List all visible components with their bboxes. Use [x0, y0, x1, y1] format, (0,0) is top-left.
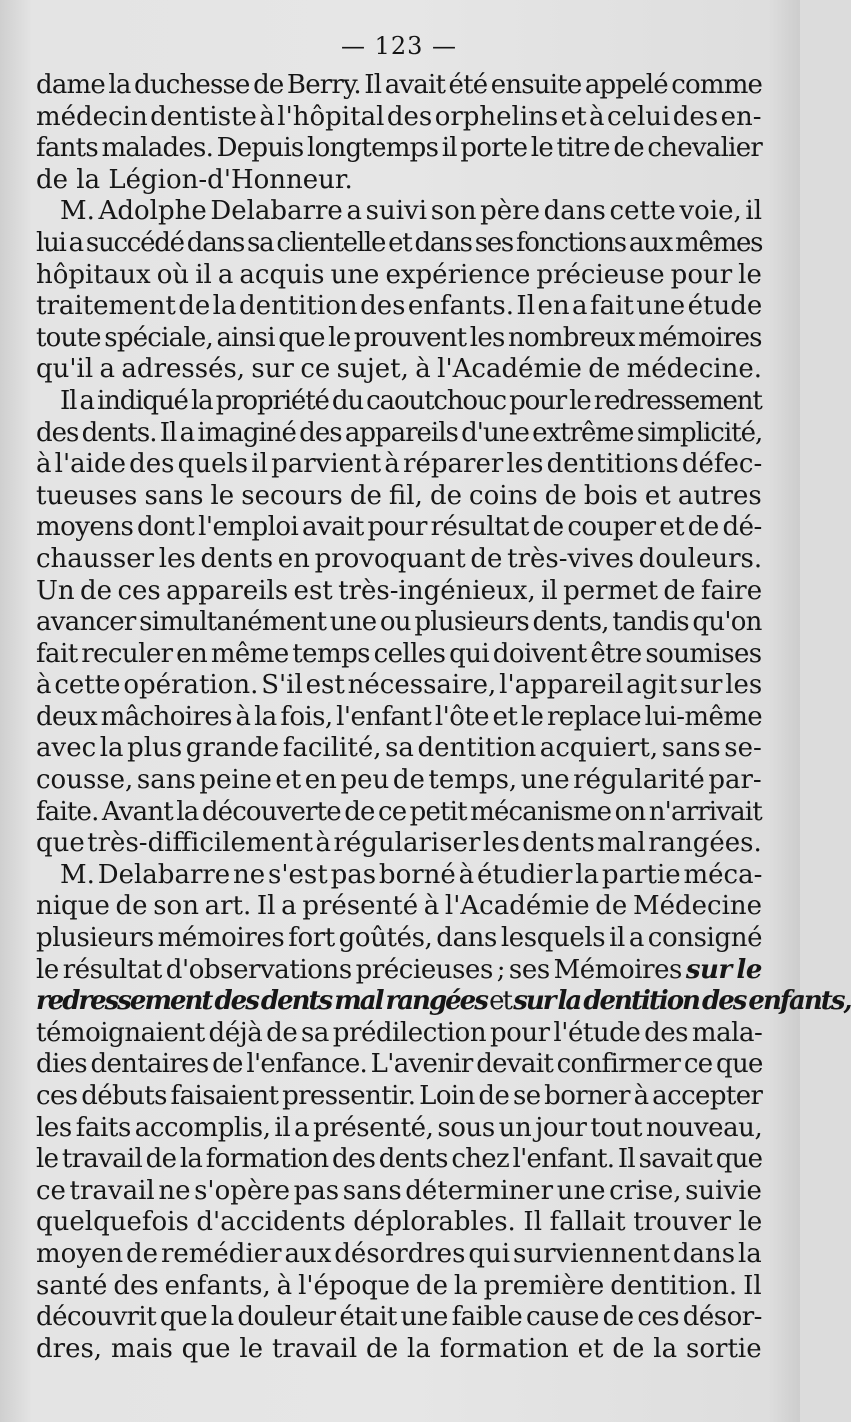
- text-line: à l'aide des quels il parvient à réparer les dentitions défec-: [36, 449, 763, 480]
- text-line: les faits accomplis, il a présenté, sous un jour tout nouveau,: [36, 1112, 763, 1143]
- text-line: faite. Avant la découverte de ce petit mécanisme on n'arrivait: [36, 796, 762, 827]
- text-line: moyens dont l'emploi avait pour résultat de couper et de dé-: [36, 512, 762, 543]
- text-line: ce travail ne s'opère pas sans déterminer une crise, suivie: [36, 1175, 762, 1206]
- text-line: le résultat d'observations précieuses ; ses Mémoires sur le: [36, 954, 762, 985]
- text-line: quelquefois d'accidents déplorables. Il fallait trouver le: [36, 1207, 763, 1238]
- text-line: deux mâchoires à la fois, l'enfant l'ôte et le replace lui-même: [36, 701, 763, 732]
- text-line: hôpitaux où il a acquis une expérience précieuse pour le: [36, 259, 762, 290]
- text-line: témoignaient déjà de sa prédilection pour l'étude des mala-: [36, 1017, 763, 1048]
- text-line: tueuses sans le secours de fil, de coins de bois et autres: [36, 480, 762, 511]
- text-line: découvrit que la douleur était une faible cause de ces désor-: [36, 1302, 762, 1333]
- text-line: cousse, sans peine et en peu de temps, une régularité par-: [36, 765, 762, 796]
- text-line: fait reculer en même temps celles qui doivent être soumises: [36, 638, 762, 669]
- text-line: santé des enfants, à l'époque de la première dentition. Il: [36, 1270, 762, 1301]
- text-line: M. Adolphe Delabarre a suivi son père dans cette voie, il: [60, 196, 763, 227]
- paragraph: [36, 196, 762, 386]
- text-line: fants malades. Depuis longtemps il porte le titre de chevalier: [36, 133, 763, 164]
- text-line: chausser les dents en provoquant de très-vives douleurs.: [36, 543, 763, 574]
- text-line: dres, mais que le travail de la formation et de la sortie: [36, 1333, 762, 1364]
- text-line: le travail de la formation des dents chez l'enfant. Il savait que: [36, 1144, 763, 1175]
- italic-title: sur la dentition des enfants,: [513, 986, 851, 1017]
- text-line: dame la duchesse de Berry. Il avait été ensuite appelé comme: [36, 70, 763, 100]
- text-line: ces débuts faisaient pressentir. Loin de se borner à accepter: [36, 1081, 763, 1111]
- text-line: redressement des dents mal rangées et sur la dentition des enfants,: [36, 986, 851, 1017]
- text-line: M. Delabarre ne s'est pas borné à étudier la partie méca-: [60, 859, 763, 890]
- text-line: Un de ces appareils est très-ingénieux, il permet de faire: [36, 575, 763, 606]
- text-line: des dents. Il a imaginé des appareils d'une extrême simplicité,: [36, 417, 763, 448]
- paragraph: [36, 70, 762, 196]
- text-line: lui a succédé dans sa clientelle et dans ses fonctions aux mêmes: [36, 227, 763, 258]
- page-number: — 123 —: [340, 32, 458, 60]
- text-line: plusieurs mémoires fort goûtés, dans lesquels il a consigné: [36, 923, 763, 954]
- text-line: médecin dentiste à l'hôpital des orphelins et à celui des en-: [36, 101, 762, 132]
- text-line: qu'il a adressés, sur ce sujet, à l'Académie de médecine.: [36, 354, 762, 385]
- text-line: que très-difficilement à régulariser les dents mal rangées.: [36, 828, 762, 859]
- italic-title: redressement des dents mal rangées: [36, 986, 487, 1017]
- text-line: avancer simultanément une ou plusieurs dents, tandis qu'on: [36, 607, 762, 638]
- paragraph: [36, 386, 762, 860]
- text-line: moyen de remédier aux désordres qui surviennent dans la: [36, 1238, 762, 1269]
- text-line: de la Légion-d'Honneur.: [36, 164, 353, 195]
- text-line: dies dentaires de l'enfance. L'avenir devait confirmer ce que: [36, 1049, 763, 1080]
- text-line: traitement de la dentition des enfants. Il en a fait une étude: [36, 291, 763, 322]
- text-line: Il a indiqué la propriété du caoutchouc pour le redressement: [60, 385, 762, 416]
- italic-title: sur le: [685, 954, 762, 985]
- text-line: nique de son art. Il a présenté à l'Académie de Médecine: [36, 891, 763, 922]
- text-line: toute spéciale, ainsi que le prouvent les nombreux mémoires: [36, 322, 762, 353]
- text-line: à cette opération. S'il est nécessaire, l'appareil agit sur les: [36, 670, 763, 701]
- body-text: [36, 70, 851, 1365]
- paragraph: [36, 859, 851, 1366]
- text-line: avec la plus grande facilité, sa dentition acquiert, sans se-: [36, 733, 762, 764]
